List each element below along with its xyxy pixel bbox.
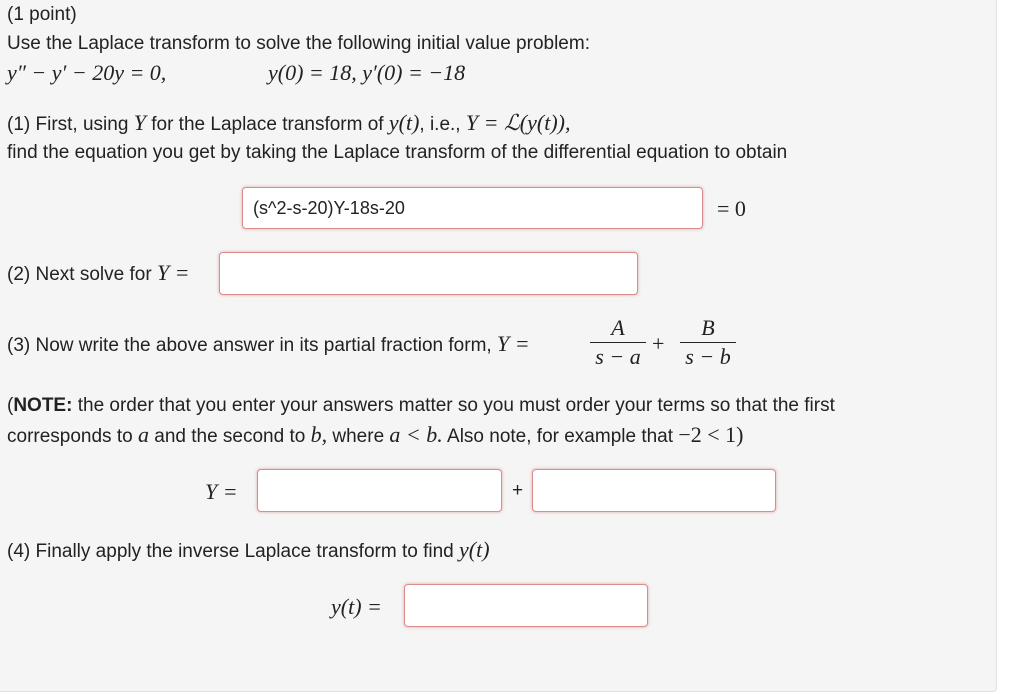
points-label: (1 point) bbox=[7, 4, 77, 25]
fraction-B-bar bbox=[680, 342, 736, 343]
fraction-A bbox=[590, 316, 646, 369]
part4-lhs: y(t) = bbox=[331, 594, 382, 619]
note-line1 bbox=[7, 395, 835, 417]
note-example: −2 < 1) bbox=[678, 422, 744, 447]
part2-label: (2) Next solve for bbox=[7, 264, 152, 285]
note-line2-c: where bbox=[332, 426, 385, 447]
partial-fraction-term1-input[interactable] bbox=[257, 469, 502, 512]
inverse-laplace-input[interactable] bbox=[404, 584, 648, 627]
part1-middle: for the Laplace transform of bbox=[151, 114, 384, 135]
fraction-A-denominator: s − a bbox=[595, 344, 641, 369]
partial-fraction-plus: + bbox=[652, 331, 665, 356]
note-line2-d: Also note, for example that bbox=[447, 426, 674, 447]
answer-row-plus: + bbox=[512, 480, 524, 501]
note-line1-rest: the order that you enter your answers matter so you must order your terms so that the first bbox=[77, 395, 835, 416]
ode-initial-conditions: y(0) = 18, y′(0) = −18 bbox=[268, 60, 466, 85]
fraction-A-numerator: A bbox=[611, 315, 625, 340]
part2-line bbox=[7, 262, 190, 286]
part3-lhs: Y = bbox=[496, 331, 530, 356]
fraction-B-denominator: s − b bbox=[685, 344, 731, 369]
fraction-A-bar bbox=[590, 342, 646, 343]
part1-line2: find the equation you get by taking the Laplace transform of the differential equation to obtain bbox=[7, 142, 788, 163]
y-of-t: y(t) bbox=[388, 110, 420, 135]
note-var-a: a bbox=[137, 422, 149, 447]
equals-zero: = 0 bbox=[717, 196, 746, 221]
part4-line bbox=[7, 539, 490, 563]
part1-ie: , i.e., bbox=[419, 114, 461, 135]
note-line2-b: and the second to bbox=[154, 426, 306, 447]
part1-prefix: (1) First, using bbox=[7, 114, 129, 135]
ode-equation: y″ − y′ − 20y = 0, bbox=[7, 60, 167, 85]
part3-line bbox=[7, 333, 530, 357]
part3-label: (3) Now write the above answer in its partial fraction form, bbox=[7, 335, 492, 356]
transform-equation-input[interactable]: (s^2-s-20)Y-18s-20 bbox=[242, 187, 703, 229]
note-inequality: a < b. bbox=[389, 422, 443, 447]
partial-fraction-term2-input[interactable] bbox=[532, 469, 776, 512]
note-open-paren: ( bbox=[7, 395, 14, 416]
part1-line1 bbox=[7, 112, 570, 136]
part4-label: (4) Finally apply the inverse Laplace transform to find bbox=[7, 541, 454, 562]
note-bold: NOTE: bbox=[13, 395, 73, 416]
answer-row-lhs: Y = bbox=[205, 479, 238, 504]
solve-Y-input[interactable] bbox=[219, 252, 638, 295]
note-var-b: b, bbox=[310, 422, 328, 447]
var-Y: Y bbox=[133, 110, 146, 135]
part4-y-of-t: y(t) bbox=[459, 537, 490, 562]
laplace-definition: Y = ℒ(y(t)), bbox=[465, 110, 571, 135]
fraction-B-numerator: B bbox=[701, 315, 715, 340]
note-line2-a: corresponds to bbox=[7, 426, 133, 447]
fraction-B bbox=[680, 316, 736, 369]
intro-text: Use the Laplace transform to solve the following initial value problem: bbox=[7, 33, 590, 54]
note-line2 bbox=[7, 424, 743, 448]
part2-lhs: Y = bbox=[156, 260, 190, 285]
